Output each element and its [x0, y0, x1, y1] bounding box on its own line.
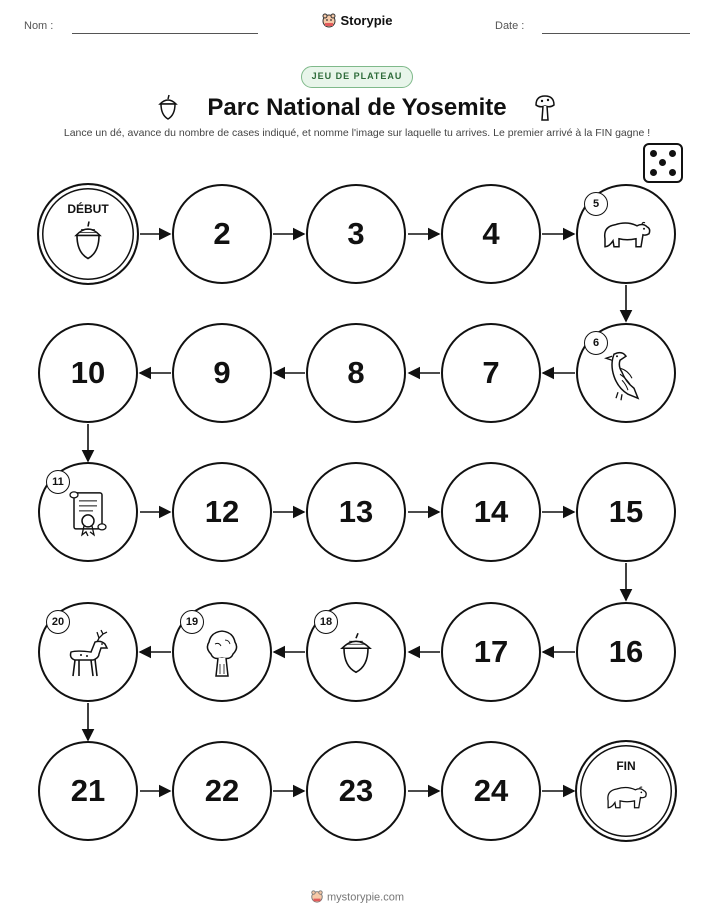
space-number: 5 [584, 192, 608, 216]
board-space[interactable]: 9 [172, 323, 272, 423]
board-space[interactable]: 21 [38, 741, 138, 841]
acorn-icon [71, 221, 105, 266]
board-space[interactable]: 15 [576, 462, 676, 562]
space-finish[interactable] [575, 740, 677, 842]
space-number: 18 [314, 610, 338, 634]
board-space[interactable]: 22 [172, 741, 272, 841]
eagle-icon [604, 348, 648, 407]
board-space[interactable]: 10 [38, 323, 138, 423]
space-number: 11 [46, 470, 70, 494]
board-space[interactable]: 23 [306, 741, 406, 841]
board-space[interactable]: 12 [172, 462, 272, 562]
space-number: 6 [584, 331, 608, 355]
board-space[interactable]: 16 [576, 602, 676, 702]
space-start[interactable] [37, 183, 139, 285]
bear-icon [599, 217, 653, 258]
board-space[interactable] [172, 602, 272, 702]
brand-name: Storypie [340, 12, 393, 28]
name-label: Nom : [24, 20, 54, 32]
tree-icon [203, 628, 241, 685]
diploma-scroll-icon [66, 489, 110, 544]
space-number: 19 [180, 610, 204, 634]
board-space[interactable]: 4 [441, 184, 541, 284]
start-label: DÉBUT [67, 202, 109, 216]
board-space[interactable]: 14 [441, 462, 541, 562]
board-space[interactable]: 8 [306, 323, 406, 423]
board-space[interactable] [38, 602, 138, 702]
bear-icon [603, 782, 649, 819]
board-space[interactable]: 13 [306, 462, 406, 562]
board-space[interactable] [576, 184, 676, 284]
storypie-logo-icon [310, 889, 324, 906]
game-type-badge: JEU DE PLATEAU [301, 66, 413, 88]
board-space[interactable] [306, 602, 406, 702]
board-space[interactable] [576, 323, 676, 423]
space-number: 20 [46, 610, 70, 634]
board-space[interactable]: 7 [441, 323, 541, 423]
footer [0, 889, 714, 906]
instructions: Lance un dé, avance du nombre de cases indiqué, et nomme l'image sur laquelle tu arrives. Le premier arrivé à la FIN gagne ! [63, 127, 651, 139]
deer-icon [63, 628, 113, 685]
page-title: Parc National de Yosemite [207, 94, 507, 121]
finish-label: FIN [616, 759, 636, 773]
board-space[interactable]: 24 [441, 741, 541, 841]
footer-url[interactable]: mystorypie.com [326, 891, 405, 904]
board-space[interactable]: 3 [306, 184, 406, 284]
board-space[interactable] [38, 462, 138, 562]
board-space[interactable]: 2 [172, 184, 272, 284]
acorn-icon [338, 632, 374, 679]
date-label: Date : [495, 20, 525, 32]
board-space[interactable]: 17 [441, 602, 541, 702]
